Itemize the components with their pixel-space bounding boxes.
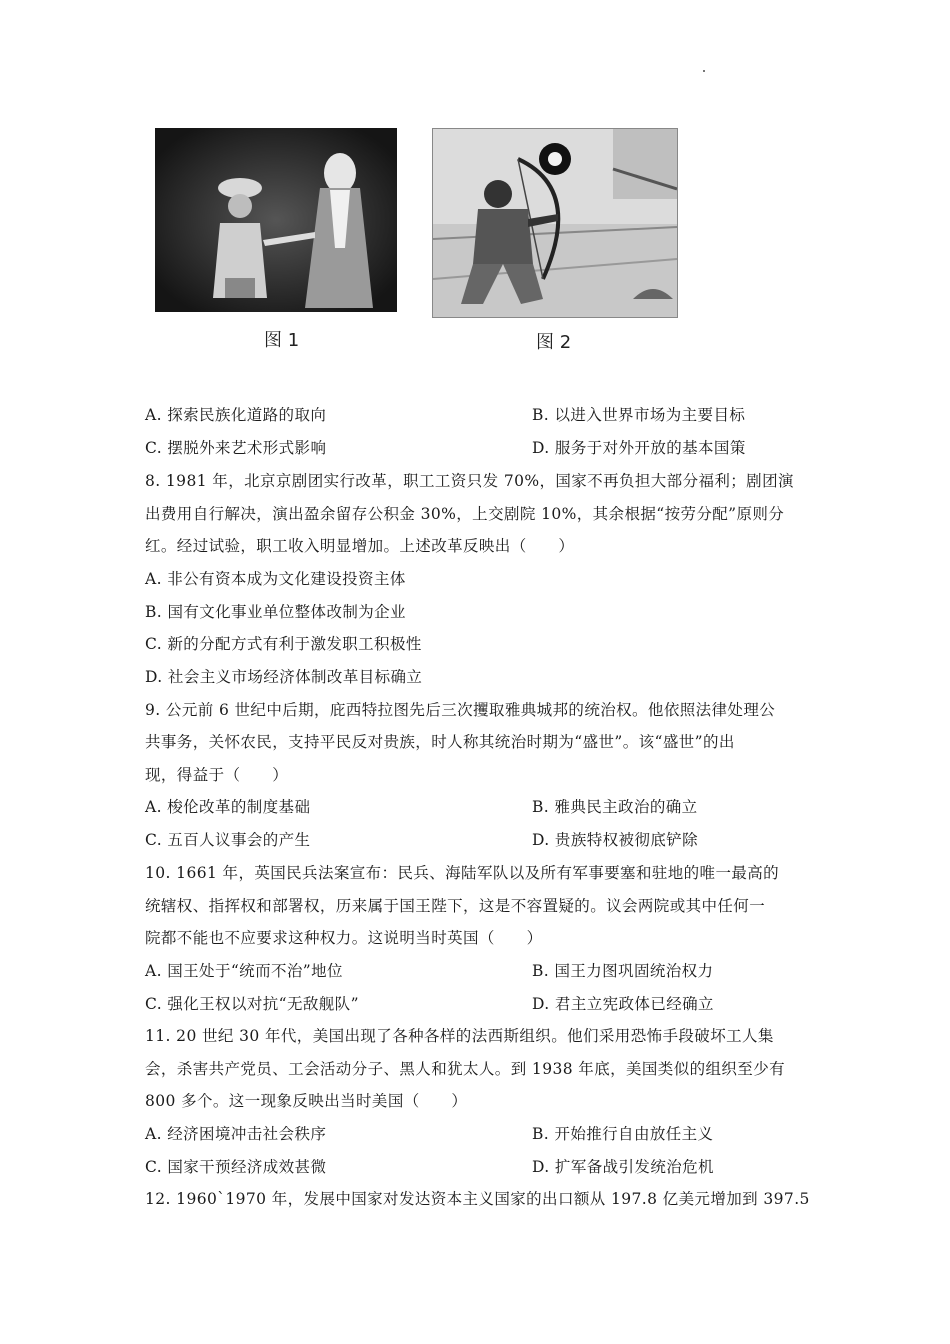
figure-2-image <box>432 128 678 318</box>
figure-2-caption: 图 2 <box>536 332 572 353</box>
q11-stem-line-2: 会，杀害共产党员、工会活动分子、黑人和犹太人。到 1938 年底，美国类似的组织至少有 <box>145 1060 786 1078</box>
q11-stem-line-1: 11. 20 世纪 30 年代，美国出现了各种各样的法西斯组织。他们采用恐怖手段破坏工人集 <box>145 1027 774 1045</box>
q8-option-d: D. 社会主义市场经济体制改革目标确立 <box>145 668 423 686</box>
q9-stem-line-1: 9. 公元前 6 世纪中后期，庇西特拉图先后三次攫取雅典城邦的统治权。他依照法律处理公 <box>145 701 776 719</box>
q8-stem-line-1: 8. 1981 年，北京京剧团实行改革，职工工资只发 70%，国家不再负担大部分福利；剧团演 <box>145 472 794 490</box>
q9-option-c: C. 五百人议事会的产生 <box>145 831 311 849</box>
q10-stem-line-1: 10. 1661 年，英国民兵法案宣布：民兵、海陆军队以及所有军事要塞和驻地的唯一最高的 <box>145 864 780 882</box>
q8-stem-line-3: 红。经过试验，职工收入明显增加。上述改革反映出（ ） <box>145 537 575 555</box>
q10-option-b: B. 国王力图巩固统治权力 <box>532 962 714 980</box>
q9-stem-line-2: 共事务，关怀农民，支持平民反对贵族，时人称其统治时期为“盛世”。该“盛世”的出 <box>145 733 735 751</box>
q10-stem-line-2: 统辖权、指挥权和部署权，历来属于国王陛下，这是不容置疑的。议会两院或其中任何一 <box>145 897 766 915</box>
figure-1-illustration <box>155 128 397 312</box>
q10-option-c: C. 强化王权以对抗“无敌舰队” <box>145 995 359 1013</box>
q9-option-d: D. 贵族特权被彻底铲除 <box>532 831 699 849</box>
q8-option-c: C. 新的分配方式有利于激发职工积极性 <box>145 635 422 653</box>
q7-option-a: A. 探索民族化道路的取向 <box>145 406 327 424</box>
q11-option-b: B. 开始推行自由放任主义 <box>532 1125 714 1143</box>
q11-option-a: A. 经济困境冲击社会秩序 <box>145 1125 327 1143</box>
q7-option-d: D. 服务于对外开放的基本国策 <box>532 439 746 457</box>
q7-option-b: B. 以进入世界市场为主要目标 <box>532 406 746 424</box>
q10-stem-line-3: 院都不能也不应要求这种权力。这说明当时英国（ ） <box>145 929 543 947</box>
q11-option-d: D. 扩军备战引发统治危机 <box>532 1158 714 1176</box>
q12-stem-line-1: 12. 1960`1970 年，发展中国家对发达资本主义国家的出口额从 197.8 亿美元增加到 397.5 <box>145 1190 810 1208</box>
q10-option-d: D. 君主立宪政体已经确立 <box>532 995 714 1013</box>
figure-2-illustration <box>433 129 677 317</box>
q7-option-c: C. 摆脱外来艺术形式影响 <box>145 439 327 457</box>
q8-option-b: B. 国有文化事业单位整体改制为企业 <box>145 603 406 621</box>
q9-option-b: B. 雅典民主政治的确立 <box>532 798 698 816</box>
figure-1-image <box>155 128 397 312</box>
q10-option-a: A. 国王处于“统而不治”地位 <box>145 962 343 980</box>
q9-stem-line-3: 现，得益于（ ） <box>145 766 289 784</box>
q11-stem-line-3: 800 多个。这一现象反映出当时美国（ ） <box>145 1092 468 1110</box>
q9-option-a: A. 梭伦改革的制度基础 <box>145 798 311 816</box>
q8-option-a: A. 非公有资本成为文化建设投资主体 <box>145 570 406 588</box>
scan-speck <box>703 70 705 72</box>
q8-stem-line-2: 出费用自行解决，演出盈余留存公积金 30%，上交剧院 10%，其余根据“按劳分配”原则分 <box>145 505 785 523</box>
figure-1-caption: 图 1 <box>264 330 300 351</box>
q11-option-c: C. 国家干预经济成效甚微 <box>145 1158 327 1176</box>
